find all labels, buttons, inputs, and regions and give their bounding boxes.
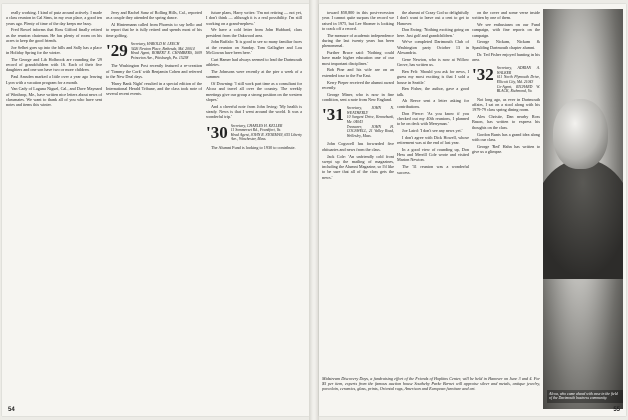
class-heading-1929 xyxy=(106,42,202,60)
paragraph: The Washington Post recently featured a re-creation of 'Tommy the Cork' with Benjamin Cohen and referred to the New Deal days. xyxy=(106,63,202,79)
photo-caption: Alcoa, who came ahead with ease in the field of the Dartmouth business community. xyxy=(547,390,623,403)
paragraph: really working. I kind of putz around actively. I made a class reunion in Cal Sims, in my own place, a good ten years ago. Plenty of time of the day keeps me busy. xyxy=(6,10,102,26)
right-page-column-1 xyxy=(397,10,469,372)
class-heading-1931 xyxy=(322,106,394,138)
class-heading-1932 xyxy=(472,66,540,94)
bottom-caption: Midstream Discovery Days, a fundraising effort of the Friends of Hopkins Center, will be held in Hanover on June 3 and 4. For $5 per item, experts from the famous auction house Southeby Parke Bernet will appraise silver and metals, antique jewelry, porcelain, ceramics, glass, prints, Oriental rugs, American and European furniture and art. xyxy=(322,376,540,392)
class-info xyxy=(231,124,302,142)
class-year: '30 xyxy=(206,122,228,142)
paragraph: We see enthusiasm on our Fund campaign, with fine reports on the campaign. xyxy=(472,22,540,38)
paragraph: We've completed Dartmouth Club of Washington party October 13 in Alexandria. xyxy=(397,39,469,56)
paragraph: George Miner, who is now in fine condition, sent a note from New England. xyxy=(322,91,394,102)
class-year: '31 xyxy=(322,105,344,125)
class-address: 10 Sargent Drive, Kennebunk, Me. 04043 xyxy=(346,115,394,125)
class-secretary: Secretary, CHARLES H. KELLER xyxy=(230,123,283,128)
right-page xyxy=(319,4,626,416)
paragraph: Gordon Bunts has a grand idea along with our class. xyxy=(472,131,540,142)
left-page xyxy=(2,4,309,416)
paragraph: 'Harry Bank Night' resulted in a special edition of the International Herald Tribune, and the class took note of several recent events. xyxy=(106,80,202,97)
class-head-agent: Head Agent, JOHN R. STORMAN, 655 Liberty Ave., Winchester, Mass. xyxy=(230,132,302,142)
class-year: '32 xyxy=(472,65,494,85)
paragraph: The measure of academic independence during the last twenty years has been phenomenal. xyxy=(322,32,394,49)
paragraph: Fred Rowel informs that Ross Gifford finally retired as the reunion chairman. He has plenty of room on his acres to keep the good friends. xyxy=(6,27,102,43)
paragraph: toward $58,800 in this post-recession year. I cannot quite surpass the record we raised in 1975, but Lee Shomer is looking to crack off a record. xyxy=(322,10,394,31)
left-page-column-4 xyxy=(322,10,394,372)
class-head-agent: Treasurer, JOHN H. COGSWELL, 21 Valley Road, Wellesley, Mass. xyxy=(346,124,394,138)
paragraph: The '31 reunion was a wonderful success. xyxy=(397,164,469,175)
paragraph: Ab Reece sent a letter asking for contributions. xyxy=(397,98,469,109)
class-secretary: Secretary, HAROLD H. LEECH xyxy=(130,41,180,46)
class-secretary: Secretary, ADRIAN A. WALKER xyxy=(496,66,540,75)
class-info xyxy=(497,66,540,94)
paragraph: Joe Laird: 'I don't see any news yet.' xyxy=(402,127,463,133)
paragraph: Kerry Pieper received the alumni award recently. xyxy=(322,79,394,90)
paragraph: The Johnsons were recently at the pier a week of a summer. xyxy=(206,68,302,80)
paragraph: Paul Amsden marked a little over a year ago leaving Lyon with a vacation program for a month. xyxy=(6,74,102,85)
class-address: 11 Sommerset Rd., Frankfort, Va. xyxy=(230,128,282,133)
class-head-agent: Head Agent, ROBERT E. CHAMBERS, 1609 Princeton Ave., Pittsburgh, Pa. 15238 xyxy=(130,51,202,60)
paragraph: Al Hintermann called from Phoenix to say hello and to report that he is fully retired and spends most of his time golfing. xyxy=(106,22,202,38)
portrait-photo xyxy=(543,9,623,409)
paragraph: I don't agree with Dick Howell, whose retirement was at the end of last year. xyxy=(397,134,469,146)
paragraph: Joe Selbet goes up into the hills and Sally has a place in Holiday Spring for the winter. xyxy=(6,44,102,56)
paragraph: The George and Lib Holbrook are rounding the '29 record of grandchildren with 16. Each of their five daughters and one son have two or more children. xyxy=(6,56,102,73)
portrait-shoulders xyxy=(543,159,623,279)
paragraph: future plans, Harry writes: 'I'm not retiring — not yet, I don't think — although it is a real possibility. I'm still working on a grand-nephew.' xyxy=(206,10,302,26)
paragraph: Gene Newton, who is now at Willow Grove, has written us. xyxy=(397,56,469,68)
paragraph: Jack Cole: 'An unfriendly cold front swept up the mailing of magazines, including the Alumni Magazine, so I'd like to be sure that all of the class gets the news.' xyxy=(322,153,394,180)
paragraph: George Nickam, Nickam & Spaulding Dartmouth chapter alumni. xyxy=(472,39,540,50)
paragraph: John Cogswell has forwarded five obituaries and news from the class. xyxy=(322,141,394,152)
paragraph: Don Pierce: 'As you know if you checked out my 40th reunions, I planned to be on deck with Merryman.' xyxy=(397,110,469,127)
paragraph: Curt Hamer had always seemed to lead the Dartmouth athletes. xyxy=(206,56,302,68)
left-page-column-1 xyxy=(6,10,102,402)
paragraph: on the cover and some verse inside written by one of them. xyxy=(472,10,540,21)
class-info xyxy=(131,42,202,60)
page-number: 55 xyxy=(613,407,620,413)
paragraph: Ben Fisher, the author, gave a good talk. xyxy=(397,86,469,97)
paragraph: The Alumni Fund is looking to 1930 to contribute. xyxy=(211,145,296,151)
page-number: 54 xyxy=(8,407,15,413)
paragraph: And a cheerful note from John Irving: 'My health is steady. News is that I went around the world. It was a wonderful trip.' xyxy=(206,103,302,120)
right-page-column-2 xyxy=(472,10,540,372)
class-address: 611 North Plymouth Drive, Ellicott City, Md. 21043 xyxy=(496,75,540,84)
class-info xyxy=(347,106,394,138)
paragraph: Alex Christie, Dan nearby Ross Bason, has written to express his thoughts on the class. xyxy=(472,114,540,130)
class-secretary: Secretary, JOHN N. WEATHERLY xyxy=(346,106,394,115)
paragraph: We have a cold letter from John Hubbard, class president from the Oakwood area. xyxy=(206,27,302,38)
paragraph: Jerry and Rachel Sanz of Rolling Hills, Cal., reported as a couple they attended the spring dance. xyxy=(106,10,202,21)
left-page-column-3 xyxy=(206,10,302,402)
class-head-agent: Co-Agent, RICHARD W. BLACK, Richmond, Va. xyxy=(496,84,540,94)
paragraph: Van Cady of Laguna Niguel, Cal., and Dave Maynard of Winthrop, Me., have written nice letters about news of classmates. We want to thank all of you who have sent notes and items this winter. xyxy=(6,86,102,108)
class-address: 3426 Newton Place, Bethesda, Md. 20014 xyxy=(130,46,195,51)
paragraph: Not long ago, as ever in Dartmouth affairs, I sat on a stool along with his 1979-79 class spring dining room. xyxy=(472,96,540,113)
left-page-column-2 xyxy=(106,10,202,402)
portrait-head xyxy=(553,99,608,169)
paragraph: Further Bruce said: 'Nothing could have made higher education one of our most important disciplines.' xyxy=(322,50,394,66)
paragraph: Dr. Ted Fisher enjoyed hunting in his area. xyxy=(472,51,540,62)
paragraph: In a good view of rounding up, Don Hess and Merrill Cole wrote and visited Marion Newton. xyxy=(397,146,469,163)
page-gutter xyxy=(309,0,319,420)
paragraph: the alumni of Crazy Cod so delightfully I don't want to leave out a cent to get to Hanover. xyxy=(397,10,469,26)
paragraph: John Buffalo: 'It is good to see so many familiar faces at the reunion on Sunday. Tom Gallagher and Lou McGowan have been here.' xyxy=(206,39,302,56)
paragraph: Ben Felt: 'Should you ask for news, I guess my most exciting is that I sold a house in Seattle.' xyxy=(397,68,469,85)
paragraph: George 'Red' Hahn has written to give us a glimpse. xyxy=(472,143,540,154)
class-year: '29 xyxy=(106,40,128,60)
paragraph: Don Ewing: 'Nothing exciting going on here. Just golf and grandchildren.' xyxy=(397,27,469,38)
paragraph: Of Downing: 'I still work part time as a consultant for Alcoa and travel all over the country. The weekly meetings give our group a strong position on the western slopes.' xyxy=(206,81,302,102)
paragraph: Bob Pine and his wife are on an extended tour to the Far East. xyxy=(322,67,394,78)
class-heading-1930 xyxy=(206,124,302,142)
